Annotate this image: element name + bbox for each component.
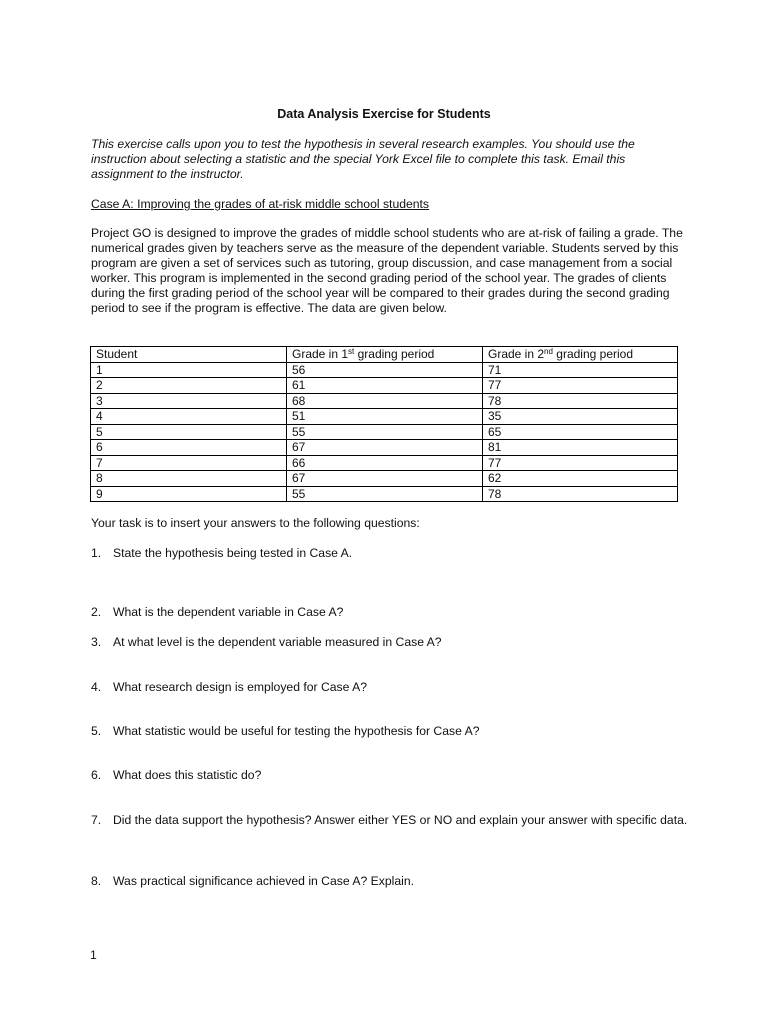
table-row [91,362,678,378]
cell-first-grade: 68 [287,393,483,409]
table-row [91,440,678,456]
table-header-row [91,347,678,363]
table-row [91,486,678,502]
question-text: At what level is the dependent variable measured in Case A? [113,635,442,649]
cell-first-grade: 51 [287,409,483,425]
cell-student: 4 [91,409,287,425]
question-7 [91,812,691,828]
cell-student: 3 [91,393,287,409]
table-row [91,409,678,425]
cell-student: 1 [91,362,287,378]
question-number: 3. [91,635,102,649]
question-2 [91,604,691,620]
question-1 [91,545,691,561]
task-instructions: Your task is to insert your answers to the following questions: [91,516,420,530]
grades-table [90,346,678,502]
cell-second-grade: 81 [483,440,678,456]
cell-first-grade: 55 [287,424,483,440]
question-6 [91,767,691,783]
cell-second-grade: 78 [483,486,678,502]
cell-student: 8 [91,471,287,487]
table-row [91,455,678,471]
cell-student: 2 [91,378,287,394]
cell-second-grade: 77 [483,378,678,394]
question-number: 7. [91,813,102,827]
header-second-grading-period: Grade in 2nd grading period [483,347,678,363]
cell-first-grade: 66 [287,455,483,471]
question-3 [91,634,691,650]
cell-student: 6 [91,440,287,456]
header-student: Student [91,347,287,363]
table-row [91,424,678,440]
question-5 [91,723,691,739]
cell-first-grade: 56 [287,362,483,378]
question-text: What research design is employed for Case A? [113,680,368,694]
case-a-heading: Case A: Improving the grades of at-risk middle school students [91,197,430,211]
cell-second-grade: 77 [483,455,678,471]
cell-first-grade: 67 [287,471,483,487]
header-first-grading-period: Grade in 1st grading period [287,347,483,363]
question-text: What statistic would be useful for testing the hypothesis for Case A? [113,724,480,738]
intro-paragraph: This exercise calls upon you to test the hypothesis in several research examples. You should use the instruction about selecting a statistic and the special York Excel file to complete this task. Email this assignment to the instructor. [91,137,635,181]
table-row [91,471,678,487]
question-number: 1. [91,546,102,560]
cell-student: 7 [91,455,287,471]
cell-first-grade: 55 [287,486,483,502]
question-text: State the hypothesis being tested in Case A. [113,546,353,560]
question-text: Did the data support the hypothesis? Answer either YES or NO and explain your answer with specific data. [113,813,688,827]
question-text: What is the dependent variable in Case A? [113,605,344,619]
cell-second-grade: 65 [483,424,678,440]
table-row [91,378,678,394]
question-8 [91,873,691,889]
question-text: Was practical significance achieved in Case A? Explain. [113,874,415,888]
cell-first-grade: 67 [287,440,483,456]
question-number: 2. [91,605,102,619]
cell-student: 5 [91,424,287,440]
cell-second-grade: 71 [483,362,678,378]
cell-second-grade: 35 [483,409,678,425]
question-number: 5. [91,724,102,738]
question-number: 6. [91,768,102,782]
cell-second-grade: 78 [483,393,678,409]
question-number: 8. [91,874,102,888]
cell-second-grade: 62 [483,471,678,487]
document-title: Data Analysis Exercise for Students [277,107,491,121]
cell-first-grade: 61 [287,378,483,394]
case-a-description: Project GO is designed to improve the grades of middle school students who are at-risk of failing a grade. The numerical grades given by teachers serve as the measure of the dependent variable. Students served by this program are given a set of services such as tutoring, group discussion, and case management from a social worker. This program is implemented in the second grading period of the school year. The grades of clients during the first grading period of the school year will be compared to their grades during the second grading period to see if the program is effective. The data are given below. [91,226,683,315]
question-text: What does this statistic do? [113,768,262,782]
cell-student: 9 [91,486,287,502]
question-4 [91,679,691,695]
table-row [91,393,678,409]
question-number: 4. [91,680,102,694]
page-number: 1 [90,948,97,962]
